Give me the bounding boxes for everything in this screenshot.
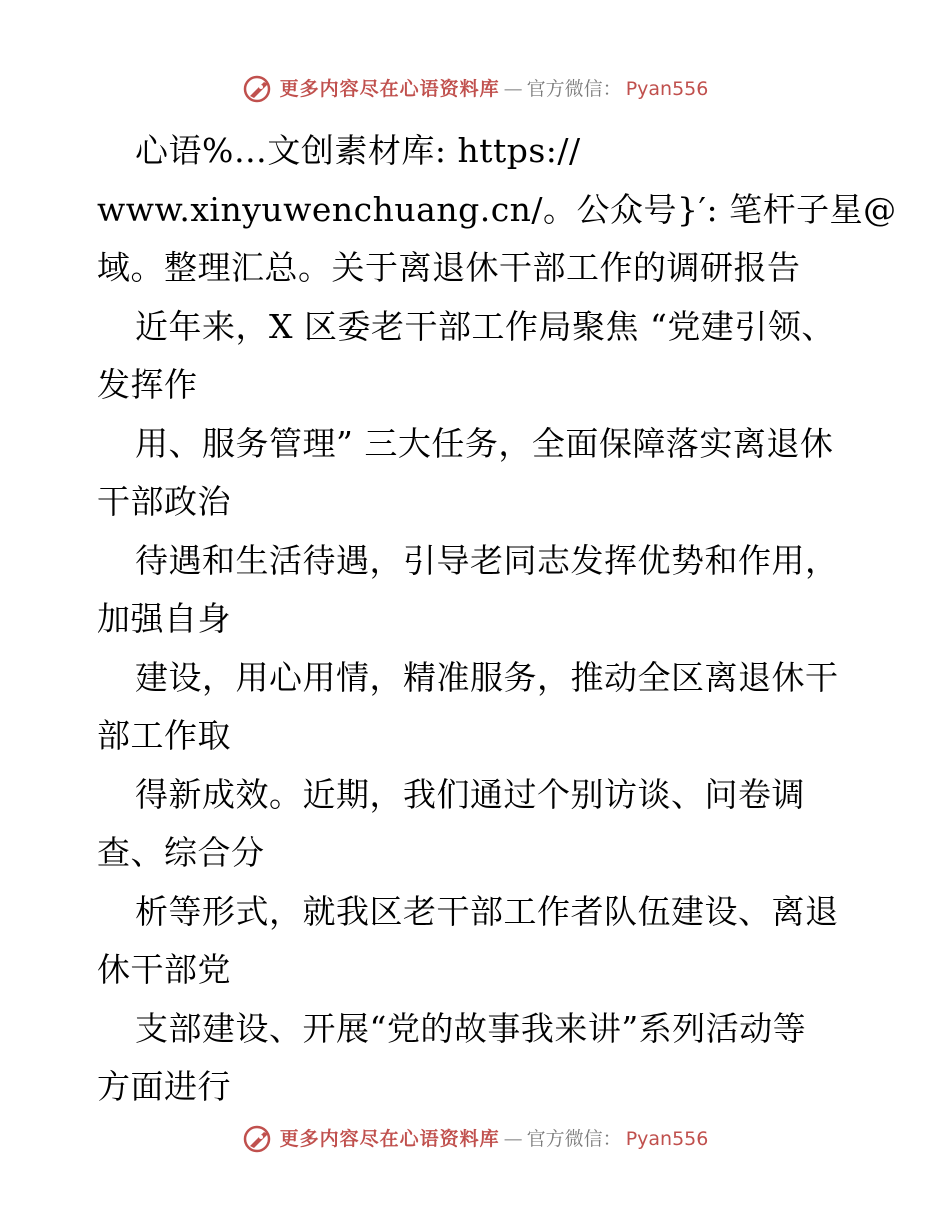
text-line: 用、服务管理” 三大任务，全面保障落实离退休 — [135, 423, 834, 463]
text-line: 心语%…文创素材库: https:// — [135, 131, 581, 170]
text-line: 方面进行 — [97, 1067, 231, 1106]
text-line: 支部建设、开展“党的故事我来讲”系列活动等 — [135, 1008, 807, 1048]
text-line: 休干部党 — [97, 950, 231, 989]
text-line: 建设，用心用情，精准服务，推动全区离退休干 — [135, 657, 839, 697]
banner-wechat-id: Pyan556 — [625, 1128, 709, 1150]
pen-nib-logo-icon — [242, 1124, 276, 1154]
text-line: 域。整理汇总。关于离退休干部工作的调研报告 — [97, 248, 801, 287]
text-line: 析等形式，就我区老干部工作者队伍建设、离退 — [135, 891, 839, 931]
banner-main-text: 更多内容尽在心语资料库 — [279, 78, 500, 100]
text-line: 加强自身 — [97, 599, 231, 638]
banner-wechat-label: 官方微信： — [526, 78, 622, 100]
text-line: 查、综合分 — [97, 833, 265, 872]
document-body — [97, 122, 897, 1117]
footer-banner — [0, 1124, 950, 1154]
header-banner — [0, 74, 950, 104]
banner-main-text: 更多内容尽在心语资料库 — [279, 1128, 500, 1150]
text-line: 得新成效。近期，我们通过个别访谈、问卷调 — [135, 774, 805, 814]
pen-nib-logo-icon — [242, 74, 276, 104]
text-line: 发挥作 — [97, 365, 198, 404]
banner-wechat-label: 官方微信： — [526, 1128, 622, 1150]
banner-wechat-id: Pyan556 — [625, 78, 709, 100]
text-line: 干部政治 — [97, 482, 231, 521]
text-line: 部工作取 — [97, 716, 231, 755]
text-line: www.xinyuwenchuang.cn/。公众号}′: 笔杆子星@ — [97, 189, 897, 229]
banner-separator: — — [503, 1128, 523, 1150]
banner-separator: — — [503, 78, 523, 100]
text-line: 近年来，X 区委老干部工作局聚焦 “党建引领、 — [135, 306, 835, 346]
text-line: 待遇和生活待遇，引导老同志发挥优势和作用， — [135, 540, 839, 580]
